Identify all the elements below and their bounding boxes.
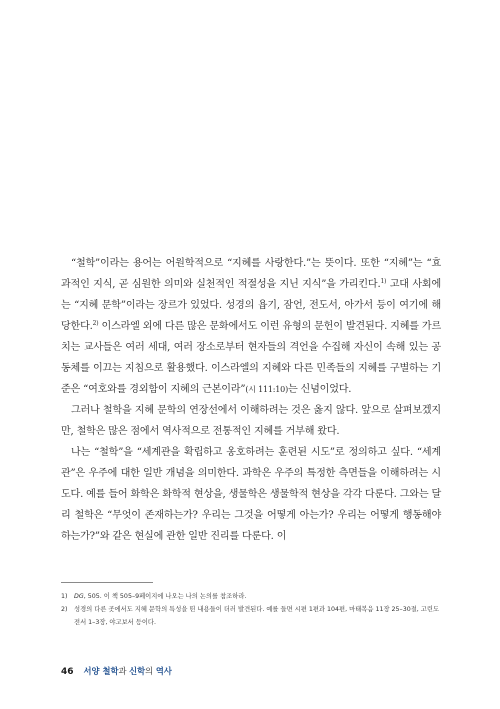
footnote-italic: DG <box>74 593 84 600</box>
paragraph-3: 나는 “철학”을 “세계관을 확립하고 옹호하려는 훈련된 시도”로 정의하고 싶다. “세계관”은 우주에 대한 일반 개념을 의미한다. 과학은 우주의 특정한 측면들을 이해하려는 시도다. 예를 들어 화학은 화학적 현상을, 생물학은 생물학적 현상을 각각 다룬다. 그와는 달리 철학은 “무엇이 존재하는가? 우리는 그것을 어떻게 아는가? 우리는 어떻게 행동해야 하는가?”와 같은 현실에 관한 일반 진리를 다룬다. 이 <box>61 447 441 542</box>
page-number: 46 <box>61 667 74 677</box>
paragraph-1-text-b: 고대 사회에는 “지혜 문학”이라는 장르가 있었다. 성경의 욥기, 잠언, 전도서, 아가서 등이 여기에 해당한다. <box>61 279 441 332</box>
scripture-reference: (시 111:10) <box>245 385 288 394</box>
footnotes <box>61 590 445 629</box>
page-footer <box>61 665 172 677</box>
book-title-part: 신학 <box>129 666 146 676</box>
footnote-2 <box>61 603 445 629</box>
paragraph-2: 그러나 철학을 지혜 문학의 연장선에서 이해하려는 것은 옳지 않다. 앞으로 살펴보겠지만, 철학은 많은 점에서 역사적으로 전통적인 지혜를 거부해 왔다. <box>61 405 441 437</box>
footnote-number: 2) <box>61 606 68 613</box>
book-title-part: 역사 <box>155 666 172 676</box>
footnote-ref-1[interactable]: 1) <box>380 278 387 285</box>
body-text <box>61 253 441 547</box>
footnote-text <box>74 590 445 603</box>
paragraph-1 <box>61 253 441 400</box>
paragraph-1-text-a: “철학”이라는 용어는 어원학적으로 “지혜를 사랑한다.”는 뜻이다. 또한 “지혜”는 “효과적인 지식, 곧 심원한 의미와 실천적인 적절성을 지닌 지식”을 가리킨다. <box>61 258 441 290</box>
footnote-body: , 505. 이 책 505–9페이지에 나오는 나의 논의를 참조하라. <box>83 593 247 600</box>
book-title-part: 과 <box>118 666 130 676</box>
footnote-ref-2[interactable]: 2) <box>92 320 99 327</box>
footnote-1 <box>61 590 445 603</box>
footnote-number: 1) <box>61 593 68 600</box>
paragraph-1-text-c: 이스라엘 외에 다른 많은 문화에서도 이런 유형의 문헌이 발견된다. 지혜를 가르치는 교사들은 여러 세대, 여러 장소로부터 현자들의 격언을 수집해 자신이 속해 있는 공동체를 이끄는 지침으로 활용했다. 이스라엘의 지혜와 다른 민족들의 지혜를 구별하는 기준은 “여호와를 경외함이 지혜의 근본이라” <box>61 321 441 395</box>
footnote-text: 성경의 다른 곳에서도 지혜 문학의 특성을 띤 내용들이 더러 발견된다. 예를 들면 시편 1편과 104편, 마태복음 11장 25–30절, 고린도전서 1–3장, 야고보서 등이다. <box>74 606 440 626</box>
paragraph-1-text-d: 는 신념이었다. <box>288 384 352 395</box>
footnote-divider <box>61 582 153 583</box>
book-title-part: 의 <box>145 666 156 676</box>
book-title-part: 서양 철학 <box>83 666 119 676</box>
